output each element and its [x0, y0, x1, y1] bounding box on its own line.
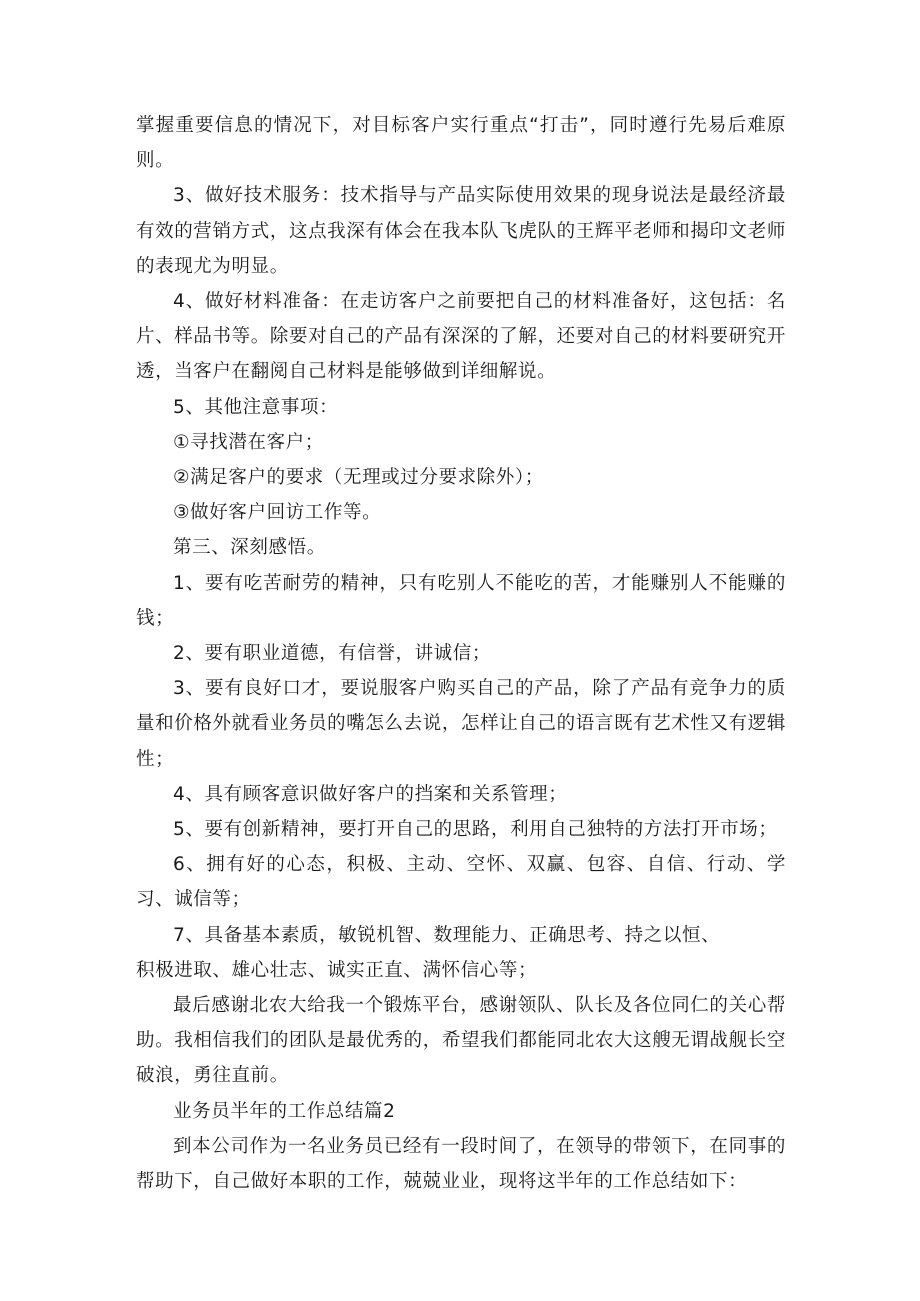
paragraph-material-prep: 4、做好材料准备：在走访客户之前要把自己的材料准备好，这包括：名片、样品书等。除要对自己的产品有深深的了解，还要对自己的材料要研究开透，当客户在翻阅自己材料是能够做到详细解说。 — [136, 291, 786, 383]
paragraph-insight-4: 4、具有顾客意识做好客户的挡案和关系管理； — [173, 783, 568, 805]
list-item-find-clients: ①寻找潜在客户； — [173, 431, 324, 453]
list-item-satisfy-clients: ②满足客户的要求（无理或过分要求除外）； — [173, 467, 544, 489]
paragraph-1: 掌握重要信息的情况下，对目标客户实行重点“打击”，同时遵行先易后难原则。 — [136, 115, 786, 172]
section-heading-insights: 第三、深刻感悟。 — [173, 537, 326, 559]
paragraph-insight-2: 2、要有职业道德，有信誉，讲诚信； — [173, 643, 491, 665]
paragraph-part2-intro: 到本公司作为一名业务员已经有一段时间了，在领导的带领下，在同事的帮助下，自己做好本职的工作，兢兢业业，现将这半年的工作总结如下： — [136, 1135, 786, 1193]
paragraph-other-notes: 5、其他注意事项： — [173, 396, 339, 418]
paragraph-insight-3: 3、要有良好口才，要说服客户购买自己的产品，除了产品有竞争力的质量和价格外就看业务员的嘴怎么去说，怎样让自己的语言既有艺术性又有逻辑性； — [136, 678, 786, 770]
paragraph-thanks: 最后感谢北农大给我一个锻炼平台，感谢领队、队长及各位同仁的关心帮助。我相信我们的团队是最优秀的，希望我们都能同北农大这艘无谓战舰长空破浪，勇往直前。 — [136, 995, 786, 1087]
paragraph-insight-1: 1、要有吃苦耐劳的精神，只有吃别人不能吃的苦，才能赚别人不能赚的钱； — [136, 572, 786, 629]
document-body — [136, 108, 786, 1199]
list-item-client-followup: ③做好客户回访工作等。 — [173, 502, 382, 524]
paragraph-insight-6: 6、拥有好的心态，积极、主动、空怀、双赢、包容、自信、行动、学习、诚信等； — [136, 854, 786, 911]
paragraph-insight-7-cont: 积极进取、雄心壮志、诚实正直、满怀信心等； — [136, 959, 538, 981]
paragraph-insight-7: 7、具备基本素质，敏锐机智、数理能力、正确思考、持之以恒、 — [173, 924, 721, 946]
paragraph-insight-5: 5、要有创新精神，要打开自己的思路，利用自己独特的方法打开市场； — [173, 819, 778, 841]
paragraph-tech-service: 3、做好技术服务：技术指导与产品实际使用效果的现身说法是最经济最有效的营销方式，这点我深有体会在我本队飞虎队的王辉平老师和揭印文老师的表现尤为明显。 — [136, 185, 786, 277]
section-heading-part2: 业务员半年的工作总结篇2 — [173, 1100, 396, 1122]
